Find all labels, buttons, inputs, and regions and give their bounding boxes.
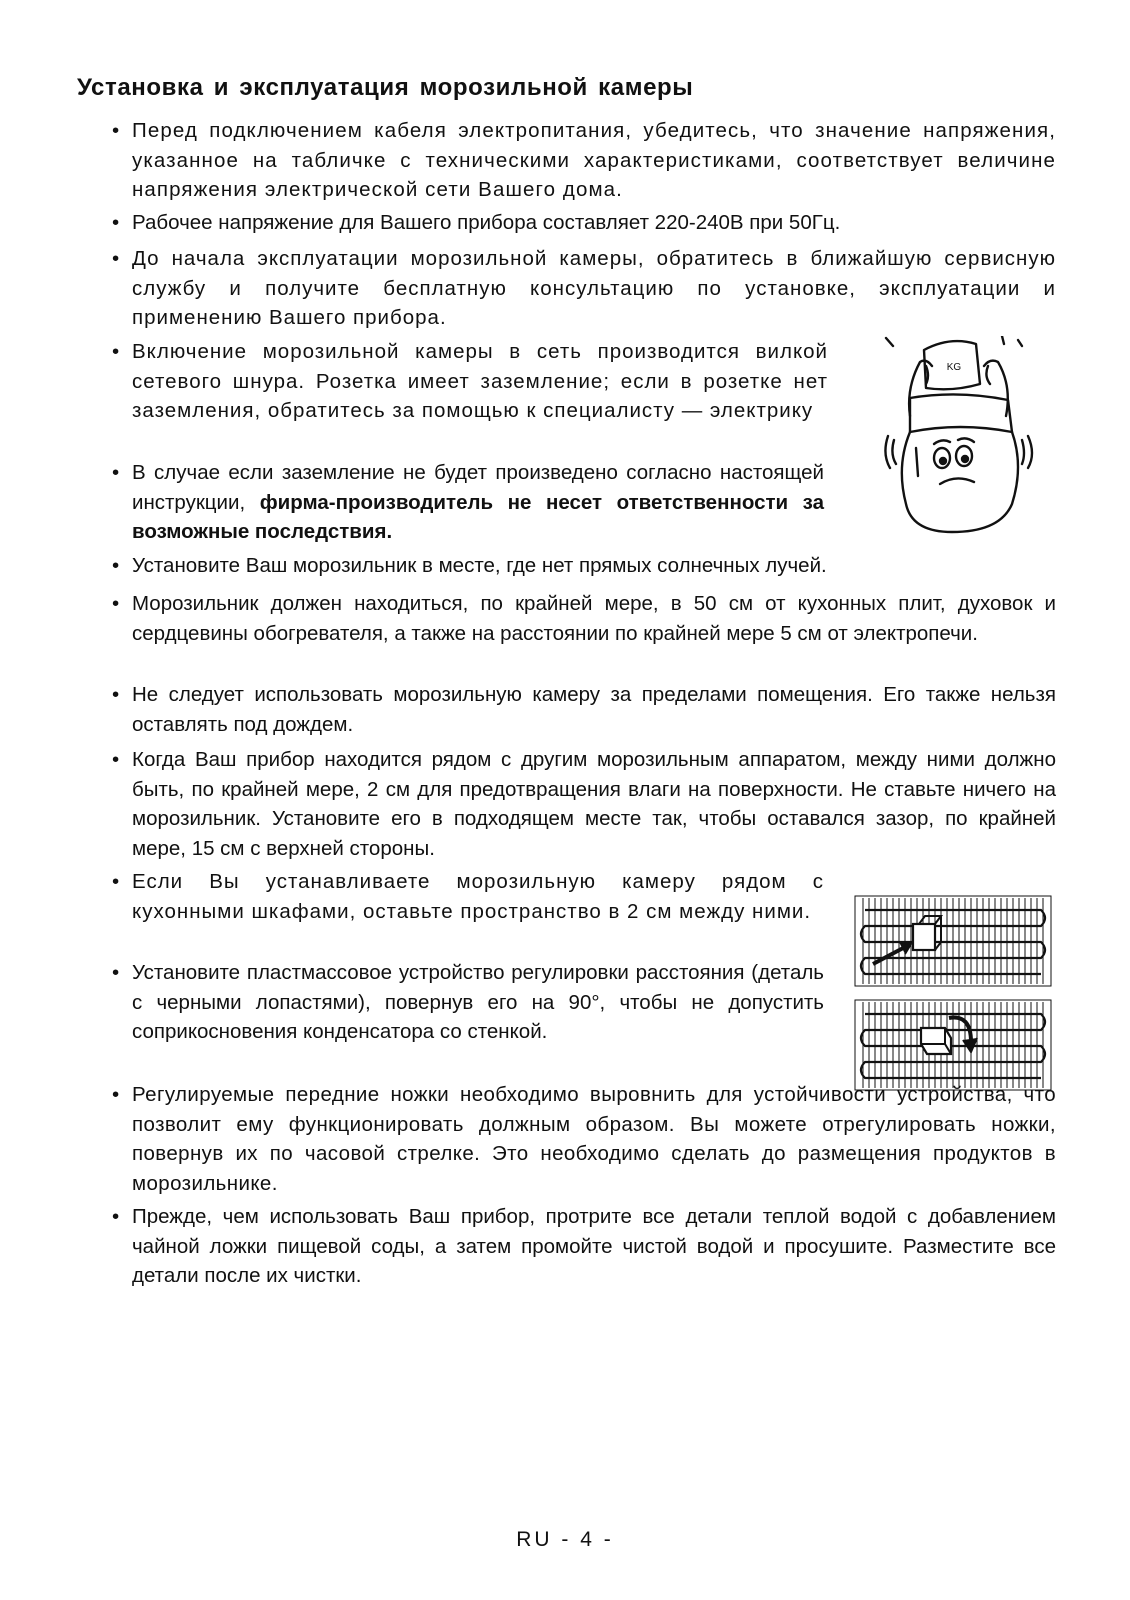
bullet: •: [112, 461, 120, 484]
list-item: [112, 458, 824, 547]
bullet: •: [112, 1205, 120, 1228]
bullet: •: [112, 340, 120, 363]
item-text: Прежде, чем использовать Ваш прибор, протрите все детали теплой водой с добавлением чайной ложки пищевой соды, а затем промойте чистой водой и просушите. Разместите все детали после их чистки.: [132, 1205, 1056, 1287]
bullet: •: [112, 247, 120, 270]
shake-line: [1022, 440, 1024, 464]
right-hand: [986, 366, 990, 384]
list-item: [112, 551, 1056, 581]
left-eyebrow: [934, 440, 950, 444]
item-text: [132, 458, 824, 547]
bullet: •: [112, 1083, 120, 1106]
list-item: [112, 589, 1056, 648]
bullet: •: [112, 554, 120, 577]
item-text: До начала эксплуатации морозильной камеры, обратитесь в ближайшую сервисную службу и получите бесплатную консультацию по установке, эксплуатации и применению Вашего прибора.: [132, 247, 1056, 329]
list-item: [112, 867, 824, 926]
spacer-part: [913, 924, 935, 950]
list-item: [112, 208, 1056, 238]
motion-line: [886, 338, 893, 346]
motion-line: [1018, 340, 1022, 346]
section-heading: Установка и эксплуатация морозильной камеры: [77, 74, 694, 101]
condenser-panel-top: [855, 896, 1051, 986]
shake-line: [892, 440, 896, 464]
list-item: [112, 745, 1056, 863]
freezer-lid-line: [910, 427, 1012, 432]
condenser-spacer-illustration: [853, 894, 1053, 1093]
item-text: Когда Ваш прибор находится рядом с другим морозильным аппаратом, между ними должно быть, по крайней мере, 2 см для предотвращения влаги на поверхности. Не ставьте ничего на морозильник. Установите его в подходящем месте так, чтобы оставался зазор, по крайней мере, 15 см с верхней стороны.: [132, 748, 1056, 860]
liability-disclaimer: фирма-производитель не несет ответственности за возможные последствия.: [132, 490, 825, 543]
shake-line: [885, 436, 890, 468]
item-text: Регулируемые передние ножки необходимо выровнить для устойчивости устройства, что позволит ему функционировать должным образом. Вы можете отрегулировать ножки, повернув их по часовой стрелке. Это необходимо сделать до размещения продуктов в морозильнике.: [132, 1083, 1056, 1195]
left-pupil: [940, 458, 946, 464]
freezer-cartoon-illustration: [880, 336, 1038, 542]
item-text: Морозильник должен находиться, по крайней мере, в 50 см от кухонных плит, духовок и сердцевины обогревателя, а также на расстоянии по крайней мере 5 см от электропечи.: [132, 592, 1056, 645]
bullet: •: [112, 683, 120, 706]
bullet: •: [112, 592, 120, 615]
bullet: •: [112, 870, 120, 893]
item-text: Установите Ваш морозильник в месте, где нет прямых солнечных лучей.: [132, 554, 827, 577]
list-item: [112, 958, 824, 1047]
spacer-part-rotated: [921, 1028, 951, 1054]
item-text-plain: В случае если заземление не будет произведено согласно настоящей инструкции,: [132, 461, 824, 514]
list-item: [112, 116, 1056, 205]
item-text: Не следует использовать морозильную камеру за пределами помещения. Его также нельзя оставлять под дождем.: [132, 683, 1056, 736]
list-item: [112, 337, 828, 426]
bullet: •: [112, 119, 120, 142]
arrow-icon: [873, 946, 907, 964]
list-item: [112, 244, 1056, 333]
door-handle: [916, 448, 918, 476]
condenser-panel-bottom: [855, 1000, 1051, 1090]
bullet: •: [112, 961, 120, 984]
shake-line: [1028, 436, 1032, 468]
item-text: Рабочее напряжение для Вашего прибора составляет 220-240В при 50Гц.: [132, 211, 841, 234]
list-item: [112, 1080, 1056, 1198]
bullet: •: [112, 748, 120, 771]
worried-mouth: [940, 478, 974, 484]
right-pupil: [962, 456, 968, 462]
bullet: •: [112, 211, 120, 234]
page-number: RU - 4 -: [516, 1528, 614, 1551]
list-item: [112, 1202, 1056, 1291]
right-eyebrow: [958, 438, 974, 442]
list-item: [112, 680, 1056, 739]
item-text: Включение морозильной камеры в сеть производится вилкой сетевого шнура. Розетка имеет заземление; если в розетке нет заземления, обратитесь за помощью к специалисту — электрику: [132, 340, 828, 422]
weight-label: KG: [946, 362, 962, 373]
motion-line: [1002, 336, 1004, 344]
item-text: Установите пластмассовое устройство регулировки расстояния (деталь с черными лопастями), повернув его на 90°, чтобы не допустить соприкосновения конденсатора со стенкой.: [132, 961, 824, 1043]
item-text: Если Вы устанавливаете морозильную камеру рядом с кухонными шкафами, оставьте пространство в 2 см между ними.: [132, 870, 824, 923]
item-text: Перед подключением кабеля электропитания, убедитесь, что значение напряжения, указанное на табличке с техническими характеристиками, соответствует величине напряжения электрической сети Вашего дома.: [132, 119, 1056, 201]
